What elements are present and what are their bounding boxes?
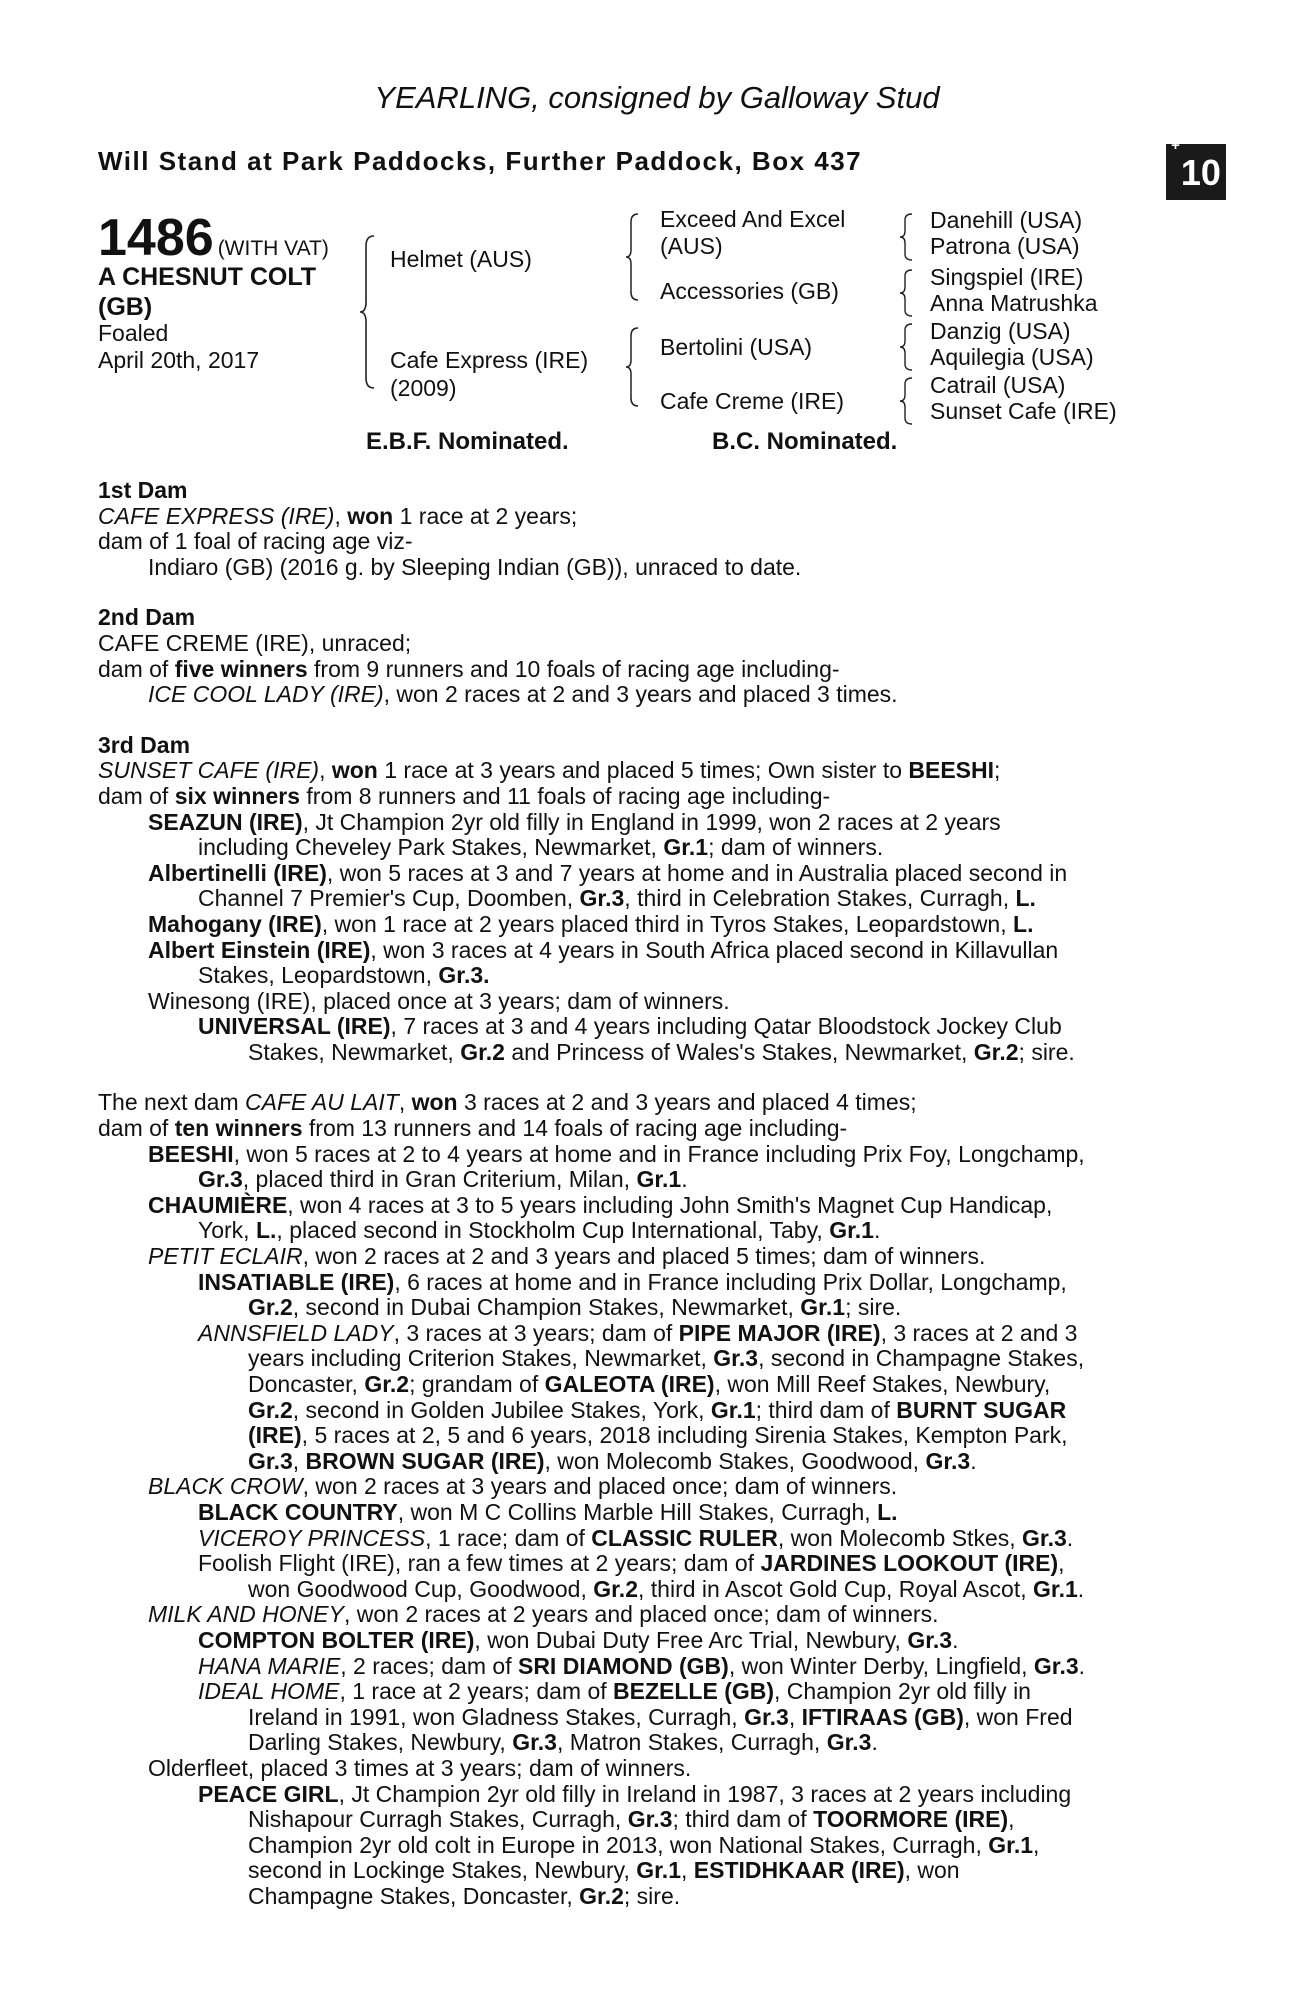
grade: Gr.2 (248, 1396, 293, 1423)
text: , won Dubai Duty Free Arc Trial, Newbury, (474, 1626, 901, 1653)
horse-name: CAFE AU LAIT (245, 1089, 399, 1116)
text: , won 3 races at 4 years in South Africa placed second in Killavullan (370, 936, 1059, 963)
text: , won 2 races at 2 years and placed once; dam of winners. (343, 1601, 939, 1628)
text: 3 races at 2 and 3 years and placed 4 times; (464, 1089, 917, 1116)
first-dam-name: CAFE EXPRESS (IRE) (98, 502, 335, 529)
text: ; dam of winners. (708, 834, 884, 861)
progeny-annsfield-cont5: Gr.3, BROWN SUGAR (IRE), won Molecomb Stakes, Goodwood, Gr.3. (248, 1447, 977, 1474)
grade: Gr.1 (636, 1857, 681, 1884)
dam-dam: Cafe Creme (IRE) (660, 388, 845, 414)
progeny-viceroy-princess: VICEROY PRINCESS, 1 race; dam of CLASSIC RULER, won Molecomb Stkes, Gr.3. (198, 1524, 1074, 1551)
won-label: won (411, 1089, 458, 1116)
text: ; sire. (845, 1294, 902, 1321)
progeny-black-crow (98, 1474, 1208, 1500)
second-dam-heading: 2nd Dam (98, 604, 196, 631)
first-dam-line1: CAFE EXPRESS (IRE), won 1 race at 2 years; (98, 502, 578, 529)
grade: Gr.2 (248, 1294, 293, 1321)
text: won Goodwood Cup, Goodwood, (248, 1575, 587, 1602)
pedigree-brace-sire (626, 212, 642, 302)
text: dam of (98, 782, 169, 809)
grade: Gr.3 (198, 1166, 243, 1193)
text: Doncaster, (248, 1371, 358, 1397)
horse-name: IDEAL HOME (198, 1678, 340, 1705)
progeny-annsfield-lady (98, 1321, 1208, 1347)
horse-name: UNIVERSAL (IRE) (198, 1013, 391, 1040)
horse-name: BLACK CROW (148, 1473, 303, 1500)
text: 1 race at 3 years and placed 5 times; Own sister to (384, 757, 902, 784)
lot-number: 1486 (98, 209, 214, 267)
progeny-peace-girl-cont1: Nishapour Curragh Stakes, Curragh, Gr.3; third dam of TOORMORE (IRE), (248, 1806, 1015, 1833)
grade: Gr.1 (1033, 1575, 1078, 1602)
text: Foolish Flight (IRE), ran a few times at 2 years; dam of (198, 1550, 755, 1577)
listed: L. (1015, 885, 1036, 912)
first-dam-record: 1 race at 2 years; (399, 502, 578, 529)
progeny-chaumiere-cont: York, L., placed second in Stockholm Cup International, Taby, Gr.1. (198, 1217, 881, 1244)
won-label: won (347, 502, 394, 529)
text: ; sire. (623, 1882, 681, 1909)
progeny-annsfield-cont3 (98, 1398, 1208, 1424)
text: including Cheveley Park Stakes, Newmarket, (198, 834, 657, 861)
horse-name: Albertinelli (IRE) (148, 859, 327, 886)
text: , won 2 races at 3 years and placed once; dam of winners. (302, 1473, 898, 1500)
text: and Princess of Wales's Stakes, Newmarket, (511, 1038, 968, 1065)
text: , won Molecomb Stakes, Goodwood, (544, 1447, 920, 1474)
first-dam-line2: dam of 1 foal of racing age viz- (98, 528, 413, 555)
listed: L. (255, 1217, 277, 1244)
third-dam-heading: 3rd Dam (98, 731, 191, 758)
progeny-albertinelli (98, 861, 1208, 887)
pedigree-brace-main (360, 232, 380, 392)
grade: Gr.1 (636, 1166, 682, 1193)
dam-name-line1: Cafe Express (IRE) (390, 347, 589, 373)
lot-number-block (98, 208, 329, 268)
second-dam-line1: CAFE CREME (IRE), unraced; (98, 629, 412, 656)
progeny-universal-cont (98, 1040, 1208, 1066)
grade: Gr.3 (1022, 1524, 1067, 1551)
horse-name: PIPE MAJOR (IRE) (678, 1319, 881, 1346)
progeny-peace-girl-cont2: Champion 2yr old colt in Europe in 2013, won National Stakes, Curragh, Gr.1, (248, 1831, 1040, 1858)
horse-name: CLASSIC RULER (591, 1524, 778, 1551)
grade: Gr.3 (907, 1626, 953, 1653)
text: , third in Celebration Stakes, Curragh, (624, 885, 1010, 912)
text: , won Mill Reef Stakes, Newbury, (714, 1371, 1051, 1397)
progeny-petit-eclair (98, 1244, 1208, 1270)
text: Champagne Stakes, Doncaster, (248, 1882, 573, 1909)
text: , 3 races at 2 and 3 (880, 1319, 1078, 1346)
sire-sire (660, 206, 845, 260)
progeny-albertinelli-cont (98, 886, 1208, 912)
progeny-mahogany (98, 912, 1208, 938)
foaled-date: April 20th, 2017 (98, 347, 260, 373)
lot-description (98, 262, 316, 322)
pedigree-brace-dam (626, 326, 642, 408)
horse-name: IFTIRAAS (GB) (801, 1703, 964, 1730)
grade: Gr.3 (579, 885, 625, 912)
text: ; third dam of (755, 1396, 890, 1423)
text: , 5 races at 2, 5 and 6 years, 2018 including Sirenia Stakes, Kempton Park, (301, 1422, 1068, 1449)
badge-mark: + (1171, 137, 1180, 154)
text: , won M C Collins Marble Hill Stakes, Curragh, (397, 1498, 871, 1525)
sire-sire-line1: Exceed And Excel (660, 206, 846, 232)
gen3-dds: Catrail (USA) (930, 372, 1066, 398)
gen3-dss: Danzig (USA) (930, 318, 1071, 344)
text: , second in Golden Jubilee Stakes, York, (292, 1396, 705, 1423)
grade: Gr.2 (364, 1371, 410, 1397)
gen3-ddd: Sunset Cafe (IRE) (930, 398, 1117, 424)
pedigree-brace-sd (900, 268, 916, 318)
sire-dam: Accessories (GB) (660, 278, 839, 304)
progeny-annsfield-cont1 (98, 1346, 1208, 1372)
sale-heading: YEARLING, consigned by Galloway Stud (374, 80, 940, 115)
text: ; grandam of (409, 1371, 539, 1397)
text: Stakes, Leopardstown, (198, 962, 432, 989)
horse-name: Mahogany (IRE) (148, 910, 322, 937)
text: , 6 races at home and in France including Prix Dollar, Longchamp, (394, 1268, 1067, 1295)
progeny-compton-bolter: COMPTON BOLTER (IRE), won Dubai Duty Free Arc Trial, Newbury, Gr.3. (198, 1626, 959, 1653)
progeny-beeshi (98, 1142, 1208, 1168)
pedigree-brace-ds (900, 322, 916, 372)
text: Ireland in 1991, won Gladness Stakes, Curragh, (248, 1703, 738, 1730)
listed: L. (877, 1498, 898, 1525)
horse-name: ANNSFIELD LADY (198, 1319, 394, 1346)
grade: Gr.3 (744, 1703, 789, 1730)
text: , 7 races at 3 and 4 years including Qatar Bloodstock Jockey Club (390, 1013, 1062, 1040)
progeny-peace-girl (98, 1782, 1208, 1808)
progeny-annsfield-cont2 (98, 1372, 1208, 1398)
third-dam-line2 (98, 784, 1208, 810)
text: Stakes, Newmarket, (248, 1038, 454, 1065)
text: , won Winter Derby, Lingfield, (728, 1652, 1028, 1679)
text: dam of (98, 655, 169, 682)
text: Darling Stakes, Newbury, (248, 1729, 506, 1756)
text: , Champion 2yr old filly in (774, 1678, 1031, 1705)
foaled-label: Foaled (98, 320, 169, 346)
horse-name: SUNSET CAFE (IRE) (98, 757, 320, 784)
text: second in Lockinge Stakes, Newbury, (248, 1857, 630, 1884)
text: The next dam (98, 1089, 239, 1116)
horse-name: PEACE GIRL (198, 1780, 339, 1807)
progeny-hana-marie: HANA MARIE, 2 races; dam of SRI DIAMOND (GB), won Winter Derby, Lingfield, Gr.3. (198, 1652, 1086, 1679)
lot-desc-line1: A CHESNUT COLT (98, 263, 317, 291)
horse-name: JARDINES LOOKOUT (IRE) (760, 1550, 1059, 1577)
progeny-beeshi-cont: Gr.3, placed third in Gran Criterium, Milan, Gr.1. (198, 1166, 688, 1193)
text: , second in Champagne Stakes, (758, 1345, 1085, 1372)
horse-name: BEESHI (148, 1140, 234, 1167)
winners-count: ten winners (174, 1115, 303, 1142)
grade: Gr.1 (663, 834, 709, 861)
text: , placed third in Gran Criterium, Milan, (242, 1166, 631, 1193)
progeny-foolish-flight: Foolish Flight (IRE), ran a few times at 2 years; dam of JARDINES LOOKOUT (IRE), (198, 1550, 1065, 1577)
text: York, (198, 1217, 250, 1244)
text: , 2 races; dam of (340, 1652, 512, 1679)
horse-name: HANA MARIE (198, 1652, 341, 1679)
horse-name: SEAZUN (IRE) (148, 808, 303, 835)
horse-name: COMPTON BOLTER (IRE) (198, 1626, 475, 1653)
progeny-peace-girl-cont3: second in Lockinge Stakes, Newbury, Gr.1, ESTIDHKAAR (IRE), won (248, 1857, 960, 1884)
horse-name: INSATIABLE (IRE) (198, 1268, 395, 1295)
grade: Gr.3 (512, 1729, 557, 1756)
bc-nominated: B.C. Nominated. (712, 428, 898, 455)
badge-number: 10 (1180, 152, 1221, 193)
pedigree-brace-ss (900, 212, 916, 262)
stand-location: Will Stand at Park Paddocks, Further Paddock, Box 437 (98, 146, 863, 176)
horse-name: VICEROY PRINCESS (198, 1524, 426, 1551)
progeny-olderfleet: Olderfleet, placed 3 times at 3 years; dam of winners. (148, 1754, 692, 1781)
text: years including Criterion Stakes, Newmarket, (248, 1345, 707, 1372)
gen3-sdd: Anna Matrushka (930, 290, 1098, 316)
text: , 3 races at 3 years; dam of (393, 1319, 673, 1346)
text: from 13 runners and 14 foals of racing age including- (308, 1115, 848, 1142)
sire-sire-line2: (AUS) (660, 233, 723, 259)
vat-note: (WITH VAT) (217, 237, 329, 260)
first-dam-foal: Indiaro (GB) (2016 g. by Sleeping Indian (GB)), unraced to date. (148, 553, 802, 580)
dam-name (390, 346, 588, 402)
second-dam-progeny (98, 682, 1208, 708)
horse-name: BURNT SUGAR (896, 1396, 1067, 1423)
horse-name: BEESHI (908, 757, 995, 784)
listed: L. (1013, 910, 1034, 937)
second-dam-line2 (98, 657, 1208, 683)
third-dam-line1: SUNSET CAFE (IRE), won 1 race at 3 years and placed 5 times; Own sister to BEESHI; (98, 757, 1001, 784)
text: , won 1 race at 2 years placed third in Tyros Stakes, Leopardstown, (321, 910, 1007, 937)
gen3-sss: Danehill (USA) (930, 207, 1083, 233)
grade: Gr.3 (1033, 1652, 1079, 1679)
next-dam-line2 (98, 1116, 1208, 1142)
progeny-winesong: Winesong (IRE), placed once at 3 years; dam of winners. (148, 987, 730, 1014)
horse-name: TOORMORE (IRE) (813, 1806, 1009, 1833)
text: , won Fred (963, 1703, 1073, 1730)
progeny-ideal-home (98, 1679, 1208, 1705)
grade: Gr.2 (593, 1575, 638, 1602)
text: , third in Ascot Gold Cup, Royal Ascot, (638, 1575, 1027, 1602)
grade: Gr.3 (826, 1729, 872, 1756)
text: , won 4 races at 3 to 5 years including John Smith's Magnet Cup Handicap, (287, 1191, 1053, 1218)
gen3-sds: Singspiel (IRE) (930, 264, 1084, 290)
grade: Gr.3 (627, 1806, 673, 1833)
grade: Gr.3 (925, 1447, 971, 1474)
grade: Gr.2 (579, 1882, 624, 1909)
text: Nishapour Curragh Stakes, Curragh, (248, 1806, 622, 1833)
text: , 1 race; dam of (425, 1524, 585, 1551)
progeny-seazun-cont (98, 835, 1208, 861)
gen3-ssd: Patrona (USA) (930, 233, 1080, 259)
horse-name: BEZELLE (GB) (613, 1678, 775, 1705)
horse-name: MILK AND HONEY (148, 1601, 344, 1628)
grade: Gr.1 (710, 1396, 756, 1423)
page-badge (1166, 137, 1226, 200)
horse-name: GALEOTA (IRE) (544, 1371, 715, 1397)
text: , placed second in Stockholm Cup International, Taby, (276, 1217, 823, 1244)
text: ; third dam of (672, 1806, 807, 1833)
text: , won (904, 1857, 960, 1884)
text: ; sire. (1018, 1038, 1075, 1065)
text: , 1 race at 2 years; dam of (339, 1678, 607, 1705)
horse-name: Albert Einstein (IRE) (148, 936, 371, 963)
ebf-nominated: E.B.F. Nominated. (366, 428, 569, 455)
grade: Gr.2 (460, 1038, 505, 1065)
foaled-block (98, 320, 259, 374)
horse-name: (IRE) (248, 1422, 302, 1449)
progeny-peace-girl-cont4 (98, 1884, 1208, 1910)
progeny-seazun (98, 810, 1208, 836)
progeny-universal (98, 1014, 1208, 1040)
progeny-black-country (98, 1500, 1208, 1526)
text: , won 5 races at 2 to 4 years at home and in France including Prix Foy, Longchamp, (233, 1140, 1085, 1167)
text: dam of (98, 1115, 169, 1142)
dam-sire: Bertolini (USA) (660, 334, 813, 360)
gen3-dsd: Aquilegia (USA) (930, 344, 1094, 370)
grade: Gr.1 (829, 1217, 874, 1244)
grade: Gr.3 (713, 1345, 759, 1372)
text: , won Molecomb Stkes, (777, 1524, 1016, 1551)
first-dam-heading: 1st Dam (98, 477, 188, 503)
text: from 9 runners and 10 foals of racing age including- (314, 655, 840, 682)
progeny-foolish-flight-cont: won Goodwood Cup, Goodwood, Gr.2, third in Ascot Gold Cup, Royal Ascot, Gr.1. (248, 1575, 1085, 1602)
grade: Gr.3. (438, 962, 490, 989)
text: , won 5 races at 3 and 7 years at home and in Australia placed second in (326, 859, 1068, 886)
progeny-ideal-home-cont2: Darling Stakes, Newbury, Gr.3, Matron Stakes, Curragh, Gr.3. (248, 1729, 878, 1756)
next-dam-line1: The next dam CAFE AU LAIT, won 3 races at 2 and 3 years and placed 4 times; (98, 1089, 917, 1116)
text: Champion 2yr old colt in Europe in 2013, won National Stakes, Curragh, (248, 1831, 982, 1858)
pedigree-brace-dd (900, 376, 916, 426)
winners-count: five winners (174, 655, 308, 682)
text: from 8 runners and 11 foals of racing age including- (306, 782, 831, 809)
horse-name: BLACK COUNTRY (198, 1498, 398, 1525)
horse-name: ICE COOL LADY (IRE) (148, 681, 384, 708)
progeny-insatiable-cont (98, 1295, 1208, 1321)
progeny-insatiable (98, 1270, 1208, 1296)
sire-name: Helmet (AUS) (390, 246, 532, 272)
horse-name: PETIT ECLAIR (148, 1243, 303, 1270)
text: , Jt Champion 2yr old filly in England in 1999, won 2 races at 2 years (302, 808, 1001, 835)
progeny-milk-and-honey (98, 1602, 1208, 1628)
won-label: won (331, 757, 378, 784)
horse-name: SRI DIAMOND (GB) (517, 1652, 729, 1679)
text: , Jt Champion 2yr old filly in Ireland in 1987, 3 races at 2 years including (338, 1780, 1072, 1807)
lot-desc-line2: (GB) (98, 293, 153, 321)
grade: Gr.1 (988, 1831, 1034, 1858)
progeny-chaumiere (98, 1193, 1208, 1219)
catalogue-body (98, 478, 1208, 1909)
progeny-ideal-home-cont1: Ireland in 1991, won Gladness Stakes, Curragh, Gr.3, IFTIRAAS (GB), won Fred (248, 1703, 1073, 1730)
text: , second in Dubai Champion Stakes, Newmarket, (292, 1294, 794, 1321)
horse-name: ESTIDHKAAR (IRE) (693, 1857, 905, 1884)
progeny-annsfield-cont4 (98, 1423, 1208, 1449)
text: , won 2 races at 2 and 3 years and placed 5 times; dam of winners. (302, 1243, 986, 1270)
progeny-albert-einstein-cont (98, 963, 1208, 989)
horse-name: CHAUMIÈRE (148, 1191, 288, 1218)
winners-count: six winners (174, 782, 300, 809)
grade: Gr.2 (973, 1038, 1019, 1065)
text: , won 2 races at 2 and 3 years and placed 3 times. (383, 681, 898, 708)
grade: Gr.1 (800, 1294, 846, 1321)
horse-name: BROWN SUGAR (IRE) (305, 1447, 545, 1474)
text: , Matron Stakes, Curragh, (556, 1729, 821, 1756)
grade: Gr.3 (248, 1447, 293, 1474)
progeny-albert-einstein (98, 938, 1208, 964)
dam-year: (2009) (390, 375, 457, 401)
text: Channel 7 Premier's Cup, Doomben, (198, 885, 574, 912)
